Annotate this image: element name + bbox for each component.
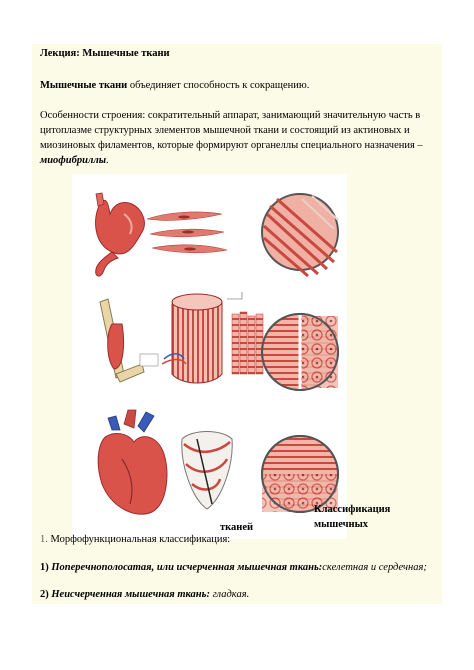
- heart-icon: [98, 410, 167, 514]
- item-3-rest: гладкая.: [209, 589, 250, 600]
- cardiac-muscle-micrograph: [262, 436, 338, 512]
- item-2-rest: скелетная и сердечная;: [322, 562, 427, 573]
- item-1-number: 1.: [40, 534, 48, 545]
- item-1-text: Морфофункциональная классификация:: [47, 534, 231, 545]
- skeletal-muscle-bundle: [162, 292, 242, 383]
- structure-paragraph: [40, 108, 440, 168]
- myofibrils-icon: [232, 312, 263, 374]
- item-2-number: 1): [40, 562, 49, 573]
- smooth-muscle-micrograph: [262, 194, 338, 276]
- item-3-number: 2): [40, 589, 49, 600]
- item-2-term: Поперечнополосатая, или исчерченная мышечная ткань:: [51, 562, 323, 573]
- stomach-icon: [96, 193, 145, 276]
- intro-paragraph: [40, 78, 309, 93]
- structure-term: миофибриллы: [40, 155, 107, 166]
- heart-fiber-spiral: [182, 432, 232, 510]
- muscle-illustration-svg: [72, 174, 347, 539]
- structure-end: .: [106, 155, 109, 166]
- muscle-tissue-illustration: [72, 174, 347, 539]
- classification-item-2: [40, 560, 427, 575]
- structure-line-3: миозиновых филаментов, которые формируют органеллы специального назначения –: [40, 140, 423, 151]
- document-page: [32, 44, 442, 604]
- classification-item-3: [40, 587, 249, 602]
- classification-heading-line-1: Классификация мышечных: [314, 504, 391, 530]
- arm-muscle-icon: [100, 299, 158, 382]
- structure-line-1: Особенности строения: сократительный аппарат, занимающий значительную часть в: [40, 110, 421, 121]
- structure-line-2: цитоплазме структурных элементов мышечной ткани и состоящий из актиновых и: [40, 125, 410, 136]
- classification-heading-line-2: тканей: [220, 522, 254, 533]
- smooth-muscle-cells: [147, 212, 227, 253]
- item-3-term: Неисчерченная мышечная ткань:: [51, 589, 210, 600]
- skeletal-muscle-micrograph: [262, 314, 338, 390]
- intro-term: Мышечные ткани: [40, 80, 128, 91]
- classification-item-1: [40, 532, 230, 547]
- lecture-title: Лекция: Мышечные ткани: [40, 48, 170, 59]
- intro-rest: объединяет способность к сокращению.: [127, 80, 310, 91]
